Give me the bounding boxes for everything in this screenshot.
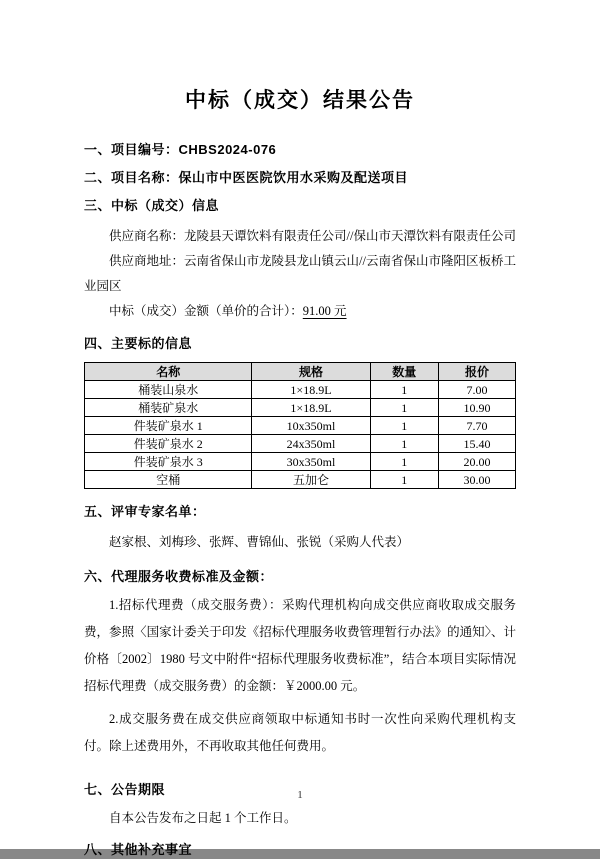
table-cell: 1 — [370, 435, 439, 453]
supplier-name-line: 供应商名称：龙陵县天谭饮料有限责任公司//保山市天潭饮料有限责任公司 — [109, 229, 516, 243]
table-header-cell-qty: 数量 — [370, 363, 439, 381]
table-cell: 20.00 — [439, 453, 516, 471]
award-amount-line — [84, 299, 516, 324]
project-number-label: 一、项目编号： — [84, 142, 179, 157]
table-row — [85, 381, 516, 399]
page-title: 中标（成交）结果公告 — [185, 88, 415, 112]
table-cell: 空桶 — [85, 471, 252, 489]
table-row — [85, 453, 516, 471]
table-cell: 1×18.9L — [252, 399, 370, 417]
table-row — [85, 435, 516, 453]
table-cell: 件装矿泉水 2 — [85, 435, 252, 453]
section-heading-main-items: 四、主要标的信息 — [84, 336, 193, 351]
page-number: 1 — [297, 789, 303, 801]
fee-paragraph-2: 2.成交服务费在成交供应商领取中标通知书时一次性向采购代理机构支付。除上述费用外，不再收取其他任何费用。 — [84, 712, 516, 753]
table-cell: 1 — [370, 453, 439, 471]
table-cell: 7.70 — [439, 417, 516, 435]
section-heading-project-name — [84, 169, 516, 187]
table-cell: 10.90 — [439, 399, 516, 417]
items-table-body — [85, 381, 516, 489]
table-header-cell-name: 名称 — [85, 363, 252, 381]
items-table — [84, 362, 516, 489]
items-table-head — [85, 363, 516, 381]
award-amount-value: 91.00 元 — [302, 304, 347, 318]
table-cell: 1×18.9L — [252, 381, 370, 399]
table-cell: 桶装山泉水 — [85, 381, 252, 399]
section-heading-experts: 五、评审专家名单： — [84, 504, 206, 519]
table-cell: 1 — [370, 471, 439, 489]
project-name-label: 二、项目名称： — [84, 170, 179, 185]
table-cell: 件装矿泉水 3 — [85, 453, 252, 471]
section-heading-other-matters: 八、其他补充事宜 — [84, 842, 193, 857]
table-row — [85, 417, 516, 435]
table-cell: 24x350ml — [252, 435, 370, 453]
document-content — [84, 0, 516, 859]
section-heading-agency-fee: 六、代理服务收费标准及金额： — [84, 569, 274, 584]
table-cell: 1 — [370, 381, 439, 399]
table-header-cell-price: 报价 — [439, 363, 516, 381]
award-amount-label: 中标（成交）金额（单价的合计）： — [109, 304, 303, 318]
table-cell: 1 — [370, 399, 439, 417]
table-header-cell-spec: 规格 — [252, 363, 370, 381]
announcement-period-line: 自本公告发布之日起 1 个工作日。 — [109, 811, 297, 825]
section-heading-announcement-period: 七、公告期限 — [84, 782, 166, 797]
section-heading-project-number — [84, 141, 516, 159]
expert-names-line: 赵家根、刘梅珍、张辉、曹锦仙、张锐（采购人代表） — [109, 535, 410, 549]
fee-paragraph-1: 1.招标代理费（成交服务费）：采购代理机构向成交供应商收取成交服务费，参照〈国家计委关于印发《招标代理服务收费管理暂行办法》的通知〉、计价格〔2002〕1980 号文中附件“招标代理服务收费标准”，结合本项目实际情况招标代理费（成交服务费）的金额：￥2000.00 元。 — [84, 598, 516, 693]
table-cell: 15.40 — [439, 435, 516, 453]
table-cell: 30x350ml — [252, 453, 370, 471]
table-cell: 10x350ml — [252, 417, 370, 435]
table-cell: 桶装矿泉水 — [85, 399, 252, 417]
project-name-value: 保山市中医医院饮用水采购及配送项目 — [178, 170, 409, 185]
table-cell: 30.00 — [439, 471, 516, 489]
table-row — [85, 471, 516, 489]
table-cell: 7.00 — [439, 381, 516, 399]
project-number-value: CHBS2024-076 — [178, 142, 277, 157]
section-heading-award-info: 三、中标（成交）信息 — [84, 198, 220, 213]
table-cell: 1 — [370, 417, 439, 435]
table-row — [85, 399, 516, 417]
table-cell: 五加仑 — [252, 471, 370, 489]
table-cell: 件装矿泉水 1 — [85, 417, 252, 435]
supplier-address-line: 供应商地址：云南省保山市龙陵县龙山镇云山//云南省保山市隆阳区板桥工业园区 — [84, 254, 516, 293]
table-header-row — [85, 363, 516, 381]
